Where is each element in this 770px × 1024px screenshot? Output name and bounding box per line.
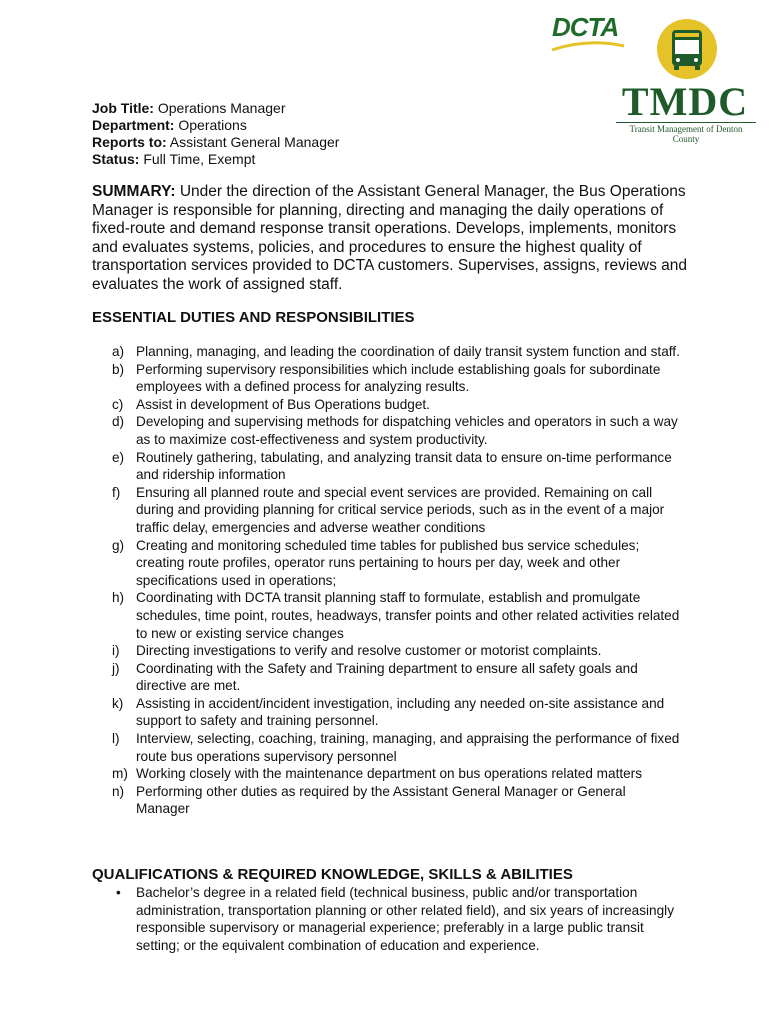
duty-text: Coordinating with the Safety and Training department to ensure all safety goals and directive are met.	[136, 660, 638, 694]
qualification-text: Bachelor’s degree in a related field (technical business, public and/or transportation administration, transportation planning or other related field), and six years of increasingly responsible supervisory or managerial experience; preferably in a large public transit setting; or the equivalent combination of education and experience.	[136, 885, 674, 953]
reports-to-line: Reports to: Assistant General Manager	[92, 134, 340, 150]
duty-letter: f)	[112, 484, 121, 500]
duty-letter: g)	[112, 537, 125, 553]
duty-text: Ensuring all planned route and special event services are provided. Remaining on call during and providing planning for critical service periods, such as in the event of a major traffic delay, emergencies and adverse weather conditions	[136, 484, 665, 535]
job-header	[92, 100, 339, 168]
duty-letter: c)	[112, 396, 124, 412]
department-line: Department: Operations	[92, 117, 247, 133]
tmdc-logo	[610, 18, 760, 144]
duty-letter: n)	[112, 783, 125, 799]
tmdc-logo-subtitle: Transit Management of Denton County	[616, 122, 756, 144]
status-line: Status: Full Time, Exempt	[92, 151, 256, 167]
duty-item	[92, 783, 682, 818]
duty-item	[92, 537, 682, 590]
duty-text: Working closely with the maintenance department on bus operations related matters	[136, 766, 643, 782]
qualification-item	[92, 884, 682, 954]
duties-list	[92, 343, 682, 818]
summary-text: Under the direction of the Assistant General Manager, the Bus Operations Manager is responsible for planning, directing and managing the daily operations of fixed-route and demand response transit operations. Develops, implements, monitors and evaluates systems, policies, and procedures to ensure the highest quality of transportation services provided to DCTA customers. Supervises, assigns, reviews and evaluates the work of assigned staff.	[92, 183, 687, 293]
duty-item	[92, 589, 682, 642]
duty-letter: h)	[112, 590, 125, 606]
duty-item	[92, 642, 682, 660]
job-title-line: Job Title: Operations Manager	[92, 100, 286, 116]
qualifications-heading: QUALIFICATIONS & REQUIRED KNOWLEDGE, SKILLS & ABILITIES	[92, 866, 573, 883]
duty-text: Performing supervisory responsibilities which include establishing goals for subordinate employees with a defined process for analyzing results.	[136, 361, 661, 395]
duty-item	[92, 484, 682, 537]
dcta-logo-text: DCTA	[552, 12, 619, 42]
duty-letter: i)	[112, 643, 120, 659]
duties-heading: ESSENTIAL DUTIES AND RESPONSIBILITIES	[92, 309, 415, 326]
bullet-icon: •	[116, 885, 121, 900]
duty-letter: j)	[112, 660, 120, 676]
duty-text: Directing investigations to verify and resolve customer or motorist complaints.	[136, 643, 602, 659]
duty-text: Assisting in accident/incident investigation, including any needed on-site assistance and support to safety and training personnel.	[136, 695, 665, 729]
duty-item	[92, 343, 682, 361]
duty-item	[92, 396, 682, 414]
duty-letter: l)	[112, 731, 120, 747]
qualifications-list	[92, 884, 682, 954]
bus-icon	[656, 18, 718, 80]
duty-item	[92, 695, 682, 730]
duty-letter: b)	[112, 361, 125, 377]
duty-text: Routinely gathering, tabulating, and analyzing transit data to ensure on-time performance and ridership information	[136, 449, 672, 483]
duty-text: Assist in development of Bus Operations budget.	[136, 396, 430, 412]
summary-label: SUMMARY:	[92, 183, 176, 200]
duty-letter: k)	[112, 695, 124, 711]
duty-item	[92, 765, 682, 783]
duty-item	[92, 361, 682, 396]
duty-text: Developing and supervising methods for dispatching vehicles and operators in such a way as to maximize cost-effectiveness and system productivity.	[136, 414, 678, 447]
duty-item	[92, 413, 682, 448]
summary-paragraph	[92, 183, 692, 294]
duty-letter: m)	[112, 766, 128, 782]
duty-item	[92, 660, 682, 695]
duty-text: Interview, selecting, coaching, training, managing, and appraising the performance of fixed route bus operations supervisory personnel	[136, 731, 680, 764]
duty-text: Performing other duties as required by the Assistant General Manager or General Manager	[136, 783, 626, 817]
duty-letter: d)	[112, 414, 125, 430]
duty-text: Planning, managing, and leading the coordination of daily transit system function and staff.	[136, 344, 680, 359]
duty-text: Coordinating with DCTA transit planning staff to formulate, establish and promulgate schedules, time point, routes, headways, transfer points and other related activities related to new or existing service changes	[136, 590, 680, 641]
duty-text: Creating and monitoring scheduled time tables for published bus service schedules; creating route profiles, operator runs pertaining to hours per day, week and other specifications used in operations;	[136, 537, 640, 588]
duty-item	[92, 449, 682, 484]
duty-item	[92, 730, 682, 765]
duty-letter: e)	[112, 449, 125, 465]
tmdc-logo-text: TMDC	[621, 79, 749, 124]
duty-letter: a)	[112, 344, 125, 359]
